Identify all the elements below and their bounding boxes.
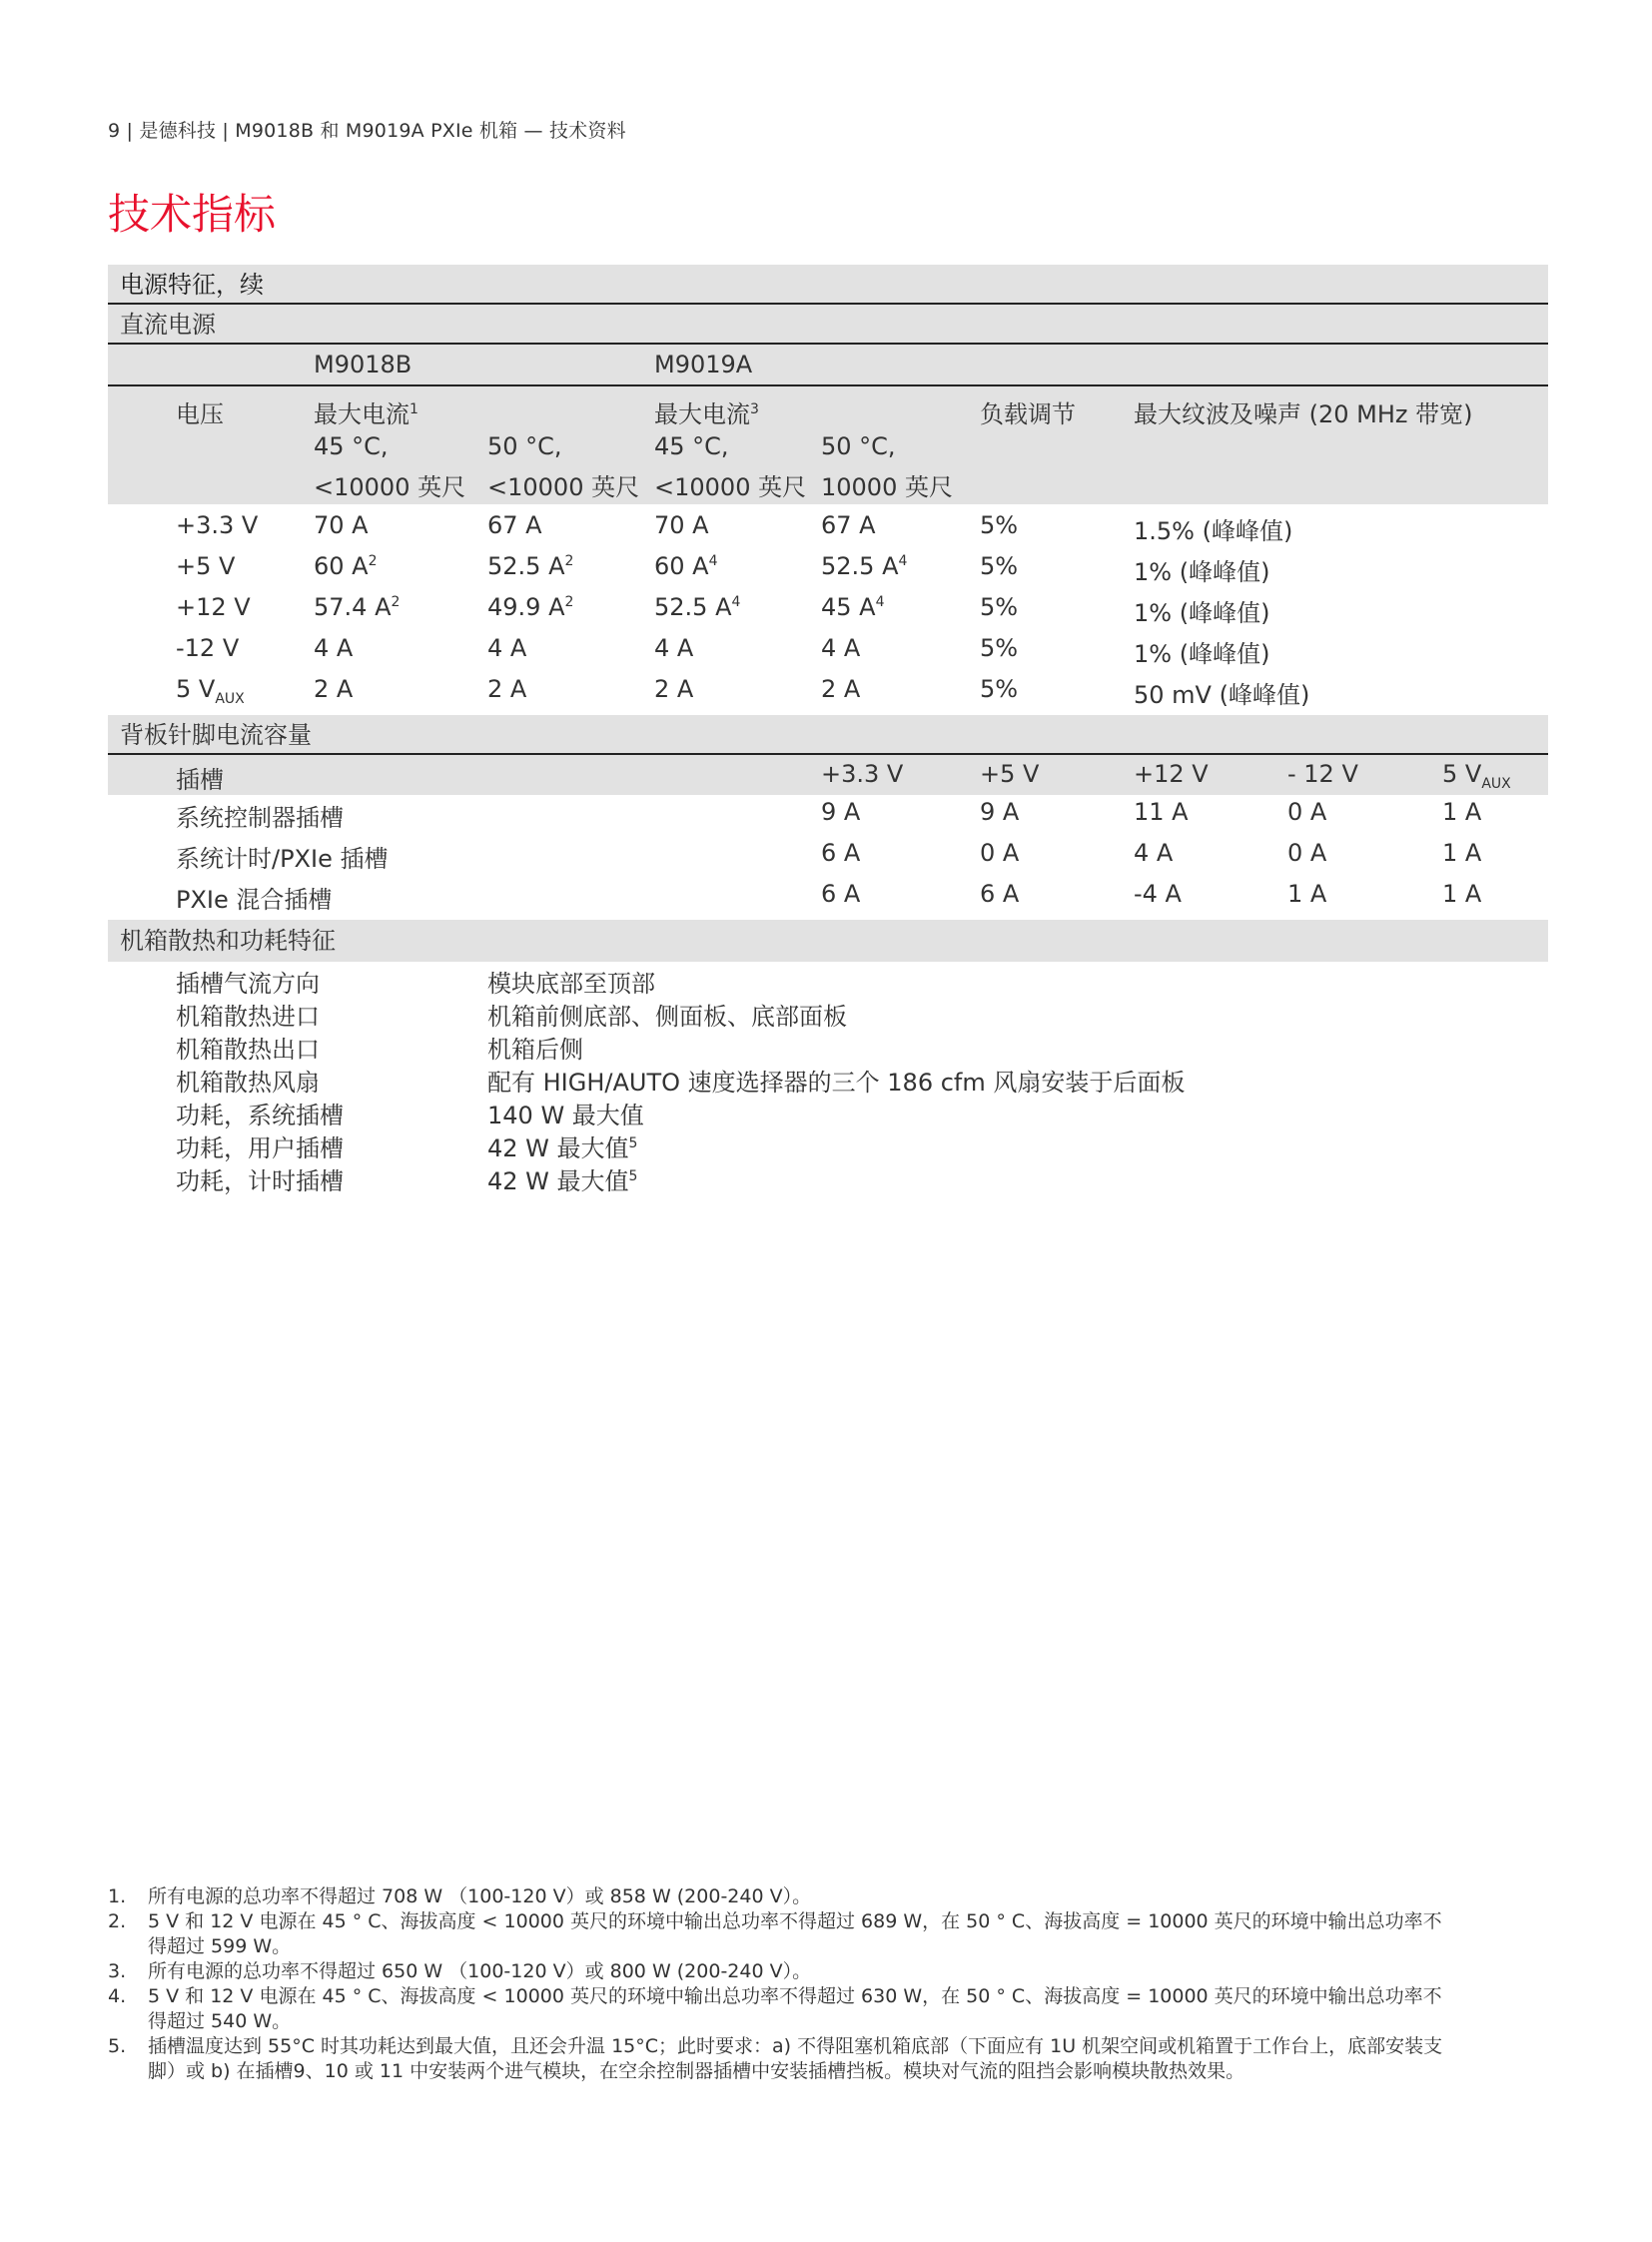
cell-12v: 11 A — [1134, 798, 1189, 826]
cooling-value: 配有 HIGH/AUTO 速度选择器的三个 186 cfm 风扇安装于后面板 — [487, 1069, 1186, 1097]
col-header-aux: 5 $V_{AUX}$ — [1442, 760, 1511, 792]
cell-aux: 1 A — [1442, 839, 1482, 867]
voltage-header: 电压 — [176, 400, 224, 428]
list-item — [108, 964, 1548, 997]
footnote: 5. 插槽温度达到 55°C 时其功耗达到最大值，且还会升温 15°C；此时要求：a) 不得阻塞机箱底部（下面应有 1U 机架空间或机箱置于工作台上，底部安装支脚）或 b) 在插槽9、10 或 11 中安装两个进气模块，在空余控制器插槽中安装插槽挡板。模块对气流的阻挡会影响模块散热效果。 — [108, 2035, 1443, 2082]
cooling-rows — [108, 964, 1548, 1194]
cooling-label: 机箱散热进口 — [176, 1003, 320, 1031]
list-item — [108, 1161, 1548, 1194]
voltage-cell: +3.3 V — [176, 511, 259, 539]
voltage-cell: +12 V — [176, 593, 251, 621]
load-reg-cell: 5% — [980, 634, 1019, 662]
backplane-header-row — [108, 755, 1548, 795]
section-backplane: 背板针脚电流容量 — [108, 715, 1548, 755]
cond-a45-line1: 45 °C, — [654, 432, 729, 460]
table-row — [108, 795, 1548, 836]
cond-a45-line2: <10000 英尺 — [654, 473, 807, 501]
footnote: 1. 所有电源的总功率不得超过 708 W （100-120 V）或 858 W (200-240 V）。 — [108, 1885, 812, 1907]
cooling-label: 功耗，用户插槽 — [176, 1134, 344, 1162]
model-m9018b: M9018B — [314, 351, 413, 378]
load-reg-cell: 5% — [980, 511, 1019, 539]
cell-m12v: 1 A — [1287, 880, 1327, 908]
voltage-cell: -12 V — [176, 634, 240, 662]
cooling-value: 42 W 最大值$^5$ — [487, 1134, 638, 1162]
cond-b45-line1: 45 °C, — [314, 432, 389, 460]
load-reg-cell: 5% — [980, 552, 1019, 580]
table-row — [108, 508, 1548, 549]
cell-5v: 9 A — [980, 798, 1020, 826]
cell-m12v: 0 A — [1287, 839, 1327, 867]
b50-cell: 4 A — [487, 634, 527, 662]
cell-3v3: 6 A — [821, 839, 861, 867]
ripple-header: 最大纹波及噪声 (20 MHz 带宽) — [1134, 400, 1473, 428]
footnote: 2. 5 V 和 12 V 电源在 45 ° C、海拔高度 < 10000 英尺的环境中输出总功率不得超过 689 W，在 50 ° C、海拔高度 = 10000 英尺的环境中输出总功率不得超过 599 W。 — [108, 1910, 1442, 1957]
b45-cell: 60 $A^2$ — [314, 552, 378, 580]
b45-cell: 2 A — [314, 675, 354, 703]
slot-cell: PXIe 混合插槽 — [176, 886, 333, 914]
cooling-label: 功耗，系统插槽 — [176, 1102, 344, 1129]
a45-cell: 52.5 $A^4$ — [654, 593, 741, 621]
backplane-rows — [108, 795, 1548, 918]
b50-cell: 52.5 $A^2$ — [487, 552, 574, 580]
cooling-value: 140 W 最大值 — [487, 1102, 644, 1129]
list-item — [108, 1128, 1548, 1161]
cell-5v: 0 A — [980, 839, 1020, 867]
slot-header: 插槽 — [176, 766, 224, 794]
footnotes — [108, 1884, 1446, 2084]
b50-cell: 67 A — [487, 511, 542, 539]
cell-m12v: 0 A — [1287, 798, 1327, 826]
table-row — [108, 590, 1548, 631]
cond-a50-line2: 10000 英尺 — [821, 473, 953, 501]
section-power-cont: 电源特征，续 — [108, 265, 1548, 305]
section-dc-power: 直流电源 — [108, 305, 1548, 345]
a50-cell: 4 A — [821, 634, 861, 662]
a50-cell: 2 A — [821, 675, 861, 703]
list-item — [108, 997, 1548, 1030]
model-m9019a: M9019A — [654, 351, 753, 378]
cooling-value: 42 W 最大值$^5$ — [487, 1167, 638, 1195]
cell-5v: 6 A — [980, 880, 1020, 908]
ripple-cell: 1% (峰峰值) — [1134, 599, 1270, 627]
cell-3v3: 9 A — [821, 798, 861, 826]
b45-cell: 4 A — [314, 634, 354, 662]
cond-b45-line2: <10000 英尺 — [314, 473, 466, 501]
a50-cell: 52.5 $A^4$ — [821, 552, 908, 580]
slot-cell: 系统控制器插槽 — [176, 804, 344, 832]
dc-model-header-row — [108, 345, 1548, 386]
table-row — [108, 836, 1548, 877]
a45-cell: 60 $A^4$ — [654, 552, 718, 580]
a45-cell: 4 A — [654, 634, 694, 662]
b50-cell: 49.9 $A^2$ — [487, 593, 574, 621]
a45-cell: 2 A — [654, 675, 694, 703]
a50-cell: 67 A — [821, 511, 876, 539]
table-row — [108, 672, 1548, 713]
list-item — [108, 1096, 1548, 1128]
dc-column-header-row — [108, 386, 1548, 504]
footnote: 3. 所有电源的总功率不得超过 650 W （100-120 V）或 800 W (200-240 V）。 — [108, 1960, 812, 1982]
load-reg-cell: 5% — [980, 593, 1019, 621]
ripple-cell: 1% (峰峰值) — [1134, 558, 1270, 586]
b45-cell: 70 A — [314, 511, 369, 539]
page-header: 9 | 是德科技 | M9018B 和 M9019A PXIe 机箱 — 技术资料 — [108, 120, 626, 142]
cell-12v: 4 A — [1134, 839, 1174, 867]
cooling-value: 机箱前侧底部、侧面板、底部面板 — [487, 1003, 847, 1031]
dc-data-rows — [108, 508, 1548, 713]
ripple-cell: 1% (峰峰值) — [1134, 640, 1270, 668]
cooling-label: 功耗，计时插槽 — [176, 1167, 344, 1195]
table-row — [108, 631, 1548, 672]
list-item — [108, 1063, 1548, 1096]
voltage-cell: 5 $V_{AUX}$ — [176, 675, 245, 707]
cooling-value: 机箱后侧 — [487, 1036, 583, 1064]
table-row — [108, 549, 1548, 590]
cell-aux: 1 A — [1442, 880, 1482, 908]
cond-b50-line2: <10000 英尺 — [487, 473, 640, 501]
b45-cell: 57.4 $A^2$ — [314, 593, 401, 621]
cooling-label: 机箱散热风扇 — [176, 1069, 320, 1097]
col-header-m12v: - 12 V — [1287, 760, 1358, 788]
load-reg-header: 负载调节 — [980, 400, 1076, 428]
cooling-label: 机箱散热出口 — [176, 1036, 320, 1064]
slot-cell: 系统计时/PXIe 插槽 — [176, 845, 389, 873]
col-header-5v: +5 V — [980, 760, 1040, 788]
col-header-12v: +12 V — [1134, 760, 1209, 788]
cooling-label: 插槽气流方向 — [176, 970, 320, 998]
max-current-header-a: 最大电流$^3$ — [654, 400, 759, 428]
ripple-cell: 1.5% (峰峰值) — [1134, 517, 1293, 545]
section-cooling: 机箱散热和功耗特征 — [108, 920, 1548, 962]
ripple-cell: 50 mV (峰峰值) — [1134, 681, 1310, 709]
cell-aux: 1 A — [1442, 798, 1482, 826]
voltage-cell: +5 V — [176, 552, 236, 580]
cell-3v3: 6 A — [821, 880, 861, 908]
cond-b50-line1: 50 °C, — [487, 432, 562, 460]
col-header-3v3: +3.3 V — [821, 760, 904, 788]
load-reg-cell: 5% — [980, 675, 1019, 703]
cond-a50-line1: 50 °C, — [821, 432, 896, 460]
a45-cell: 70 A — [654, 511, 709, 539]
max-current-header-b: 最大电流$^1$ — [314, 400, 418, 428]
table-row — [108, 877, 1548, 918]
list-item — [108, 1030, 1548, 1063]
page-title: 技术指标 — [108, 190, 277, 239]
cooling-value: 模块底部至顶部 — [487, 970, 655, 998]
spec-block — [108, 265, 1548, 1194]
b50-cell: 2 A — [487, 675, 527, 703]
footnote: 4. 5 V 和 12 V 电源在 45 ° C、海拔高度 < 10000 英尺的环境中输出总功率不得超过 630 W，在 50 ° C、海拔高度 = 10000 英尺的环境中输出总功率不得超过 540 W。 — [108, 1985, 1442, 2032]
a50-cell: 45 $A^4$ — [821, 593, 885, 621]
cell-12v: -4 A — [1134, 880, 1182, 908]
